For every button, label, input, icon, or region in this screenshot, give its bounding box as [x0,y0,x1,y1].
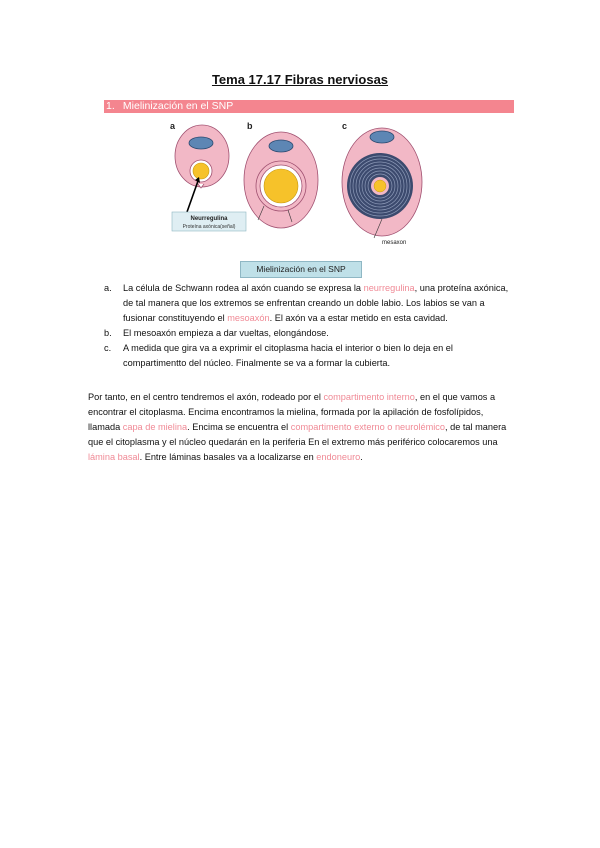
text-run: . Encima se encuentra el [187,422,291,432]
panel-label-b: b [247,121,253,131]
section-heading [104,100,514,113]
figure-caption: Mielinización en el SNP [240,261,362,278]
text-run: A medida que gira va a exprimir el citoplasma hacia el interior o bien lo deja en el compartimentto del núcleo. Finalmente se va a formar la cubierta. [123,343,453,368]
highlight-term: compartimento interno [323,392,415,402]
text-run: , de tal manera que el citoplasma y el núcleo quedarán en la periferia En el extremo más periférico colocaremos una [88,422,507,447]
list-item [104,326,514,341]
list-item [104,341,514,371]
list-marker: b. [104,328,112,338]
schwann-cell-a [175,125,229,212]
highlight-term: endoneuro [316,452,361,462]
text-run: , en el que vamos a encontrar el citoplasma. Encima encontramos la mielina, formada por la apilación de fosfolípidos, llamada [88,392,496,432]
text-run: La célula de Schwann rodea al axón cuando se expresa la [123,283,364,293]
highlight-term: mesoaxón [227,313,270,323]
text-run: . El axón va a estar metido en esta cavidad. [269,313,448,323]
neuregulin-box [172,212,246,231]
steps-list [104,281,514,371]
list-marker: c. [104,343,112,353]
text-run: Por tanto, en el centro tendremos el axón, rodeado por el [88,392,324,402]
list-item [104,281,514,326]
panel-label-c: c [342,121,348,131]
box-title: Neurregulina [190,216,228,222]
panel-label-a: a [170,121,176,131]
body-paragraph [88,390,514,465]
text-run: El mesoaxón empieza a dar vueltas, elongándose. [123,328,329,338]
list-marker: a. [104,283,112,293]
myelination-figure [168,120,430,250]
text-run: , una proteína axónica, de tal manera que los extremos se enfrentan creando un doble labio. Los labios se van a fusionar constituyendo el [123,283,509,323]
schwann-cell-c [342,128,422,246]
mesaxon-label: mesaxon [382,240,407,246]
section-number: 1. [106,100,115,112]
highlight-term: lámina basal [88,452,140,462]
highlight-term: neurregulina [363,283,415,293]
section-label: Mielinización en el SNP [122,100,234,112]
text-run: . [360,452,363,462]
schwann-cell-b [244,132,318,228]
page-title: Tema 17.17 Fibras nerviosas [211,72,389,87]
text-run: . Entre láminas basales va a localizarse en [139,452,317,462]
highlight-term: compartimento externo o neurolémico [290,422,445,432]
box-subtitle: Proteína axónica(señal) [182,224,236,230]
highlight-term: capa de mielina [122,422,188,432]
